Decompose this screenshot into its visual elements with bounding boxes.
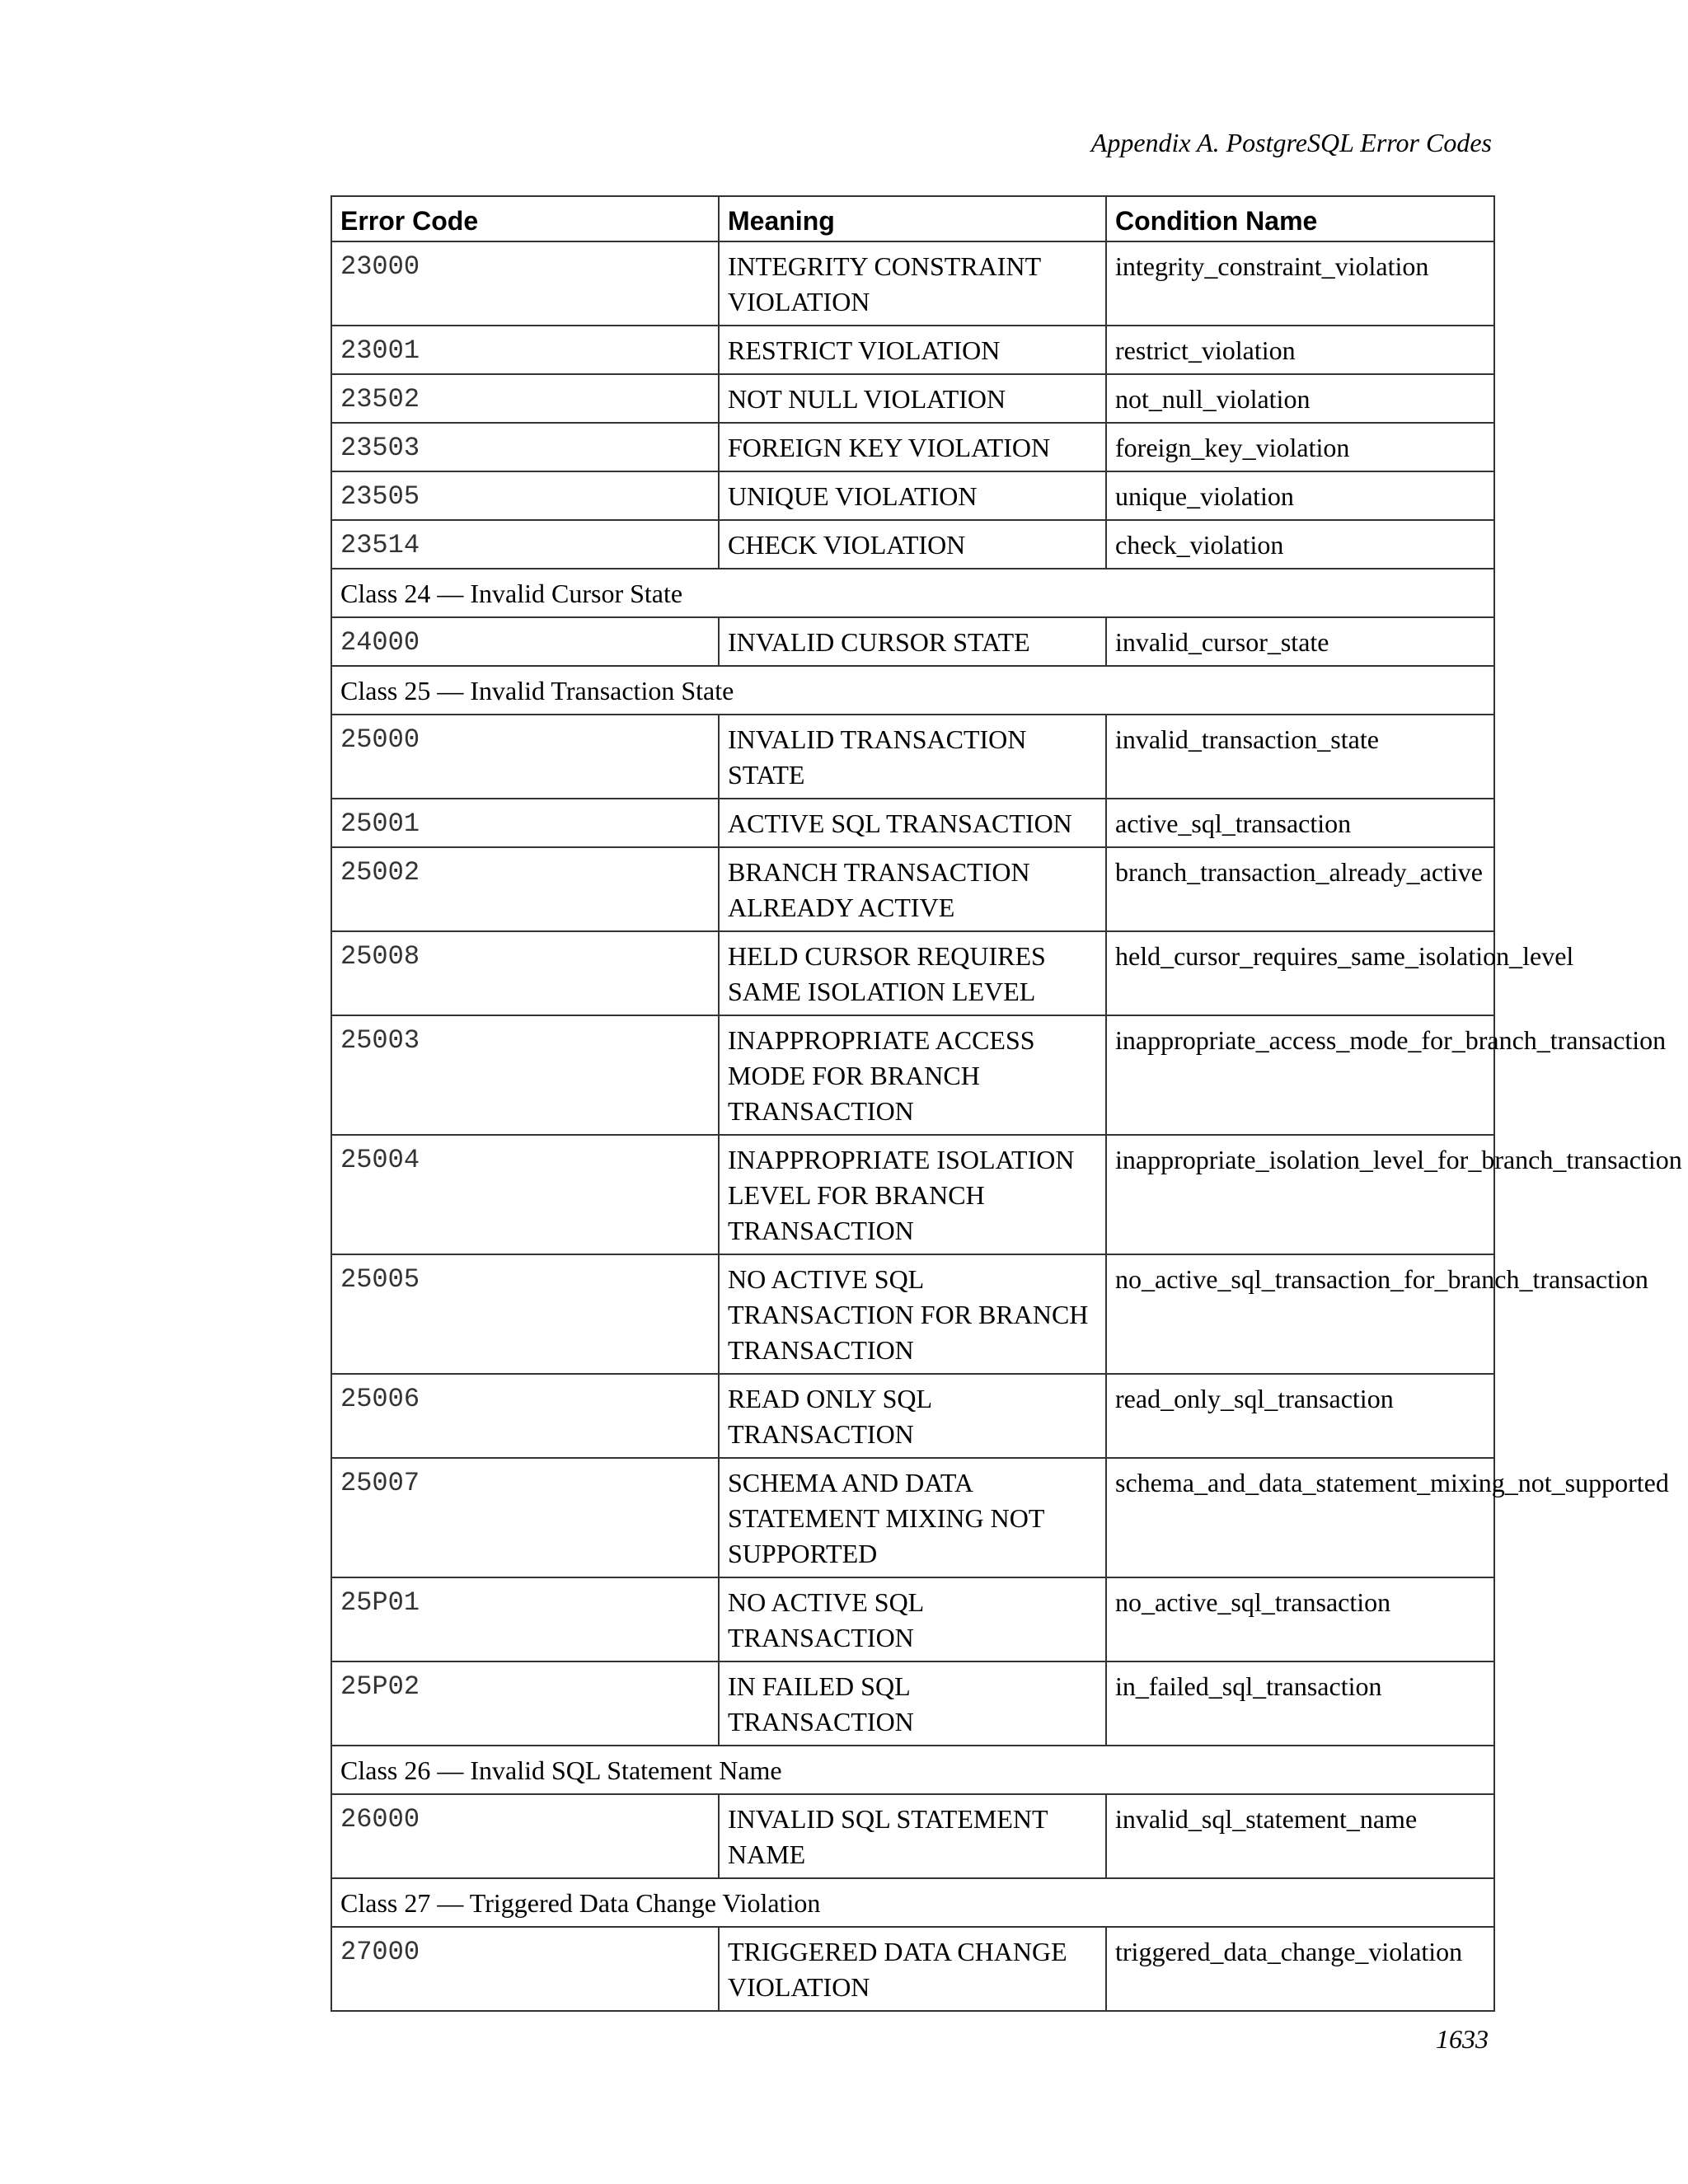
condition-name-cell: in_failed_sql_transaction [1106,1661,1494,1746]
error-code-cell: 23502 [331,374,719,423]
error-code-cell: 25P02 [331,1661,719,1746]
meaning-cell: INVALID SQL STATEMENT NAME [719,1794,1106,1878]
condition-name-cell: invalid_sql_statement_name [1106,1794,1494,1878]
error-code-cell: 25003 [331,1015,719,1135]
meaning-cell: NO ACTIVE SQL TRANSACTION FOR BRANCH TRANSACTION [719,1254,1106,1374]
condition-name-cell: triggered_data_change_violation [1106,1927,1494,2011]
table-row [331,715,1494,799]
class-heading-row [331,569,1494,617]
condition-name-cell: branch_transaction_already_active [1106,847,1494,931]
table-row [331,799,1494,847]
condition-name-cell: no_active_sql_transaction [1106,1577,1494,1661]
meaning-cell: FOREIGN KEY VIOLATION [719,423,1106,471]
condition-name-cell: no_active_sql_transaction_for_branch_transaction [1106,1254,1494,1374]
condition-name-cell: integrity_constraint_violation [1106,241,1494,326]
condition-name-cell: foreign_key_violation [1106,423,1494,471]
condition-name-cell: invalid_cursor_state [1106,617,1494,666]
table-row [331,374,1494,423]
condition-name-cell: inappropriate_access_mode_for_branch_transaction [1106,1015,1494,1135]
error-code-cell: 25002 [331,847,719,931]
meaning-cell: TRIGGERED DATA CHANGE VIOLATION [719,1927,1106,2011]
class-heading-row [331,666,1494,715]
meaning-cell: INVALID CURSOR STATE [719,617,1106,666]
class-heading-row [331,1746,1494,1794]
table-row [331,326,1494,374]
table-row [331,847,1494,931]
error-code-cell: 26000 [331,1794,719,1878]
error-code-cell: 25007 [331,1458,719,1577]
table-row [331,520,1494,569]
error-code-cell: 23001 [331,326,719,374]
class-heading: Class 24 — Invalid Cursor State [331,569,1494,617]
class-heading-row [331,1878,1494,1927]
error-code-cell: 25P01 [331,1577,719,1661]
meaning-cell: HELD CURSOR REQUIRES SAME ISOLATION LEVEL [719,931,1106,1015]
column-header-meaning: Meaning [719,196,1106,241]
meaning-cell: NO ACTIVE SQL TRANSACTION [719,1577,1106,1661]
table-row [331,1254,1494,1374]
meaning-cell: INTEGRITY CONSTRAINT VIOLATION [719,241,1106,326]
table-row [331,617,1494,666]
condition-name-cell: schema_and_data_statement_mixing_not_supported [1106,1458,1494,1577]
class-heading: Class 27 — Triggered Data Change Violation [331,1878,1494,1927]
error-codes-table [331,195,1682,2012]
error-code-cell: 25001 [331,799,719,847]
class-heading: Class 25 — Invalid Transaction State [331,666,1494,715]
meaning-cell: BRANCH TRANSACTION ALREADY ACTIVE [719,847,1106,931]
error-code-cell: 27000 [331,1927,719,2011]
table-row [331,1577,1494,1661]
table-row [331,1794,1494,1878]
table-row [331,1135,1494,1254]
table-row [331,1661,1494,1746]
table-row [331,241,1494,326]
meaning-cell: IN FAILED SQL TRANSACTION [719,1661,1106,1746]
page-number: 1633 [1436,2024,1489,2054]
meaning-cell: SCHEMA AND DATA STATEMENT MIXING NOT SUPPORTED [719,1458,1106,1577]
meaning-cell: ACTIVE SQL TRANSACTION [719,799,1106,847]
condition-name-cell: active_sql_transaction [1106,799,1494,847]
meaning-cell: INAPPROPRIATE ISOLATION LEVEL FOR BRANCH TRANSACTION [719,1135,1106,1254]
meaning-cell: CHECK VIOLATION [719,520,1106,569]
error-code-cell: 23514 [331,520,719,569]
condition-name-cell: held_cursor_requires_same_isolation_level [1106,931,1494,1015]
error-code-cell: 25004 [331,1135,719,1254]
condition-name-cell: restrict_violation [1106,326,1494,374]
meaning-cell: INAPPROPRIATE ACCESS MODE FOR BRANCH TRANSACTION [719,1015,1106,1135]
condition-name-cell: invalid_transaction_state [1106,715,1494,799]
meaning-cell: INVALID TRANSACTION STATE [719,715,1106,799]
table-header-row [331,196,1494,241]
error-code-cell: 25000 [331,715,719,799]
table-row [331,1458,1494,1577]
table-row [331,1015,1494,1135]
class-heading: Class 26 — Invalid SQL Statement Name [331,1746,1494,1794]
condition-name-cell: inappropriate_isolation_level_for_branch_transaction [1106,1135,1494,1254]
column-header-condition-name: Condition Name [1106,196,1494,241]
column-header-error-code: Error Code [331,196,719,241]
error-code-cell: 23503 [331,423,719,471]
table-row [331,931,1494,1015]
meaning-cell: RESTRICT VIOLATION [719,326,1106,374]
error-code-cell: 25006 [331,1374,719,1458]
error-code-cell: 25008 [331,931,719,1015]
table-row [331,471,1494,520]
condition-name-cell: read_only_sql_transaction [1106,1374,1494,1458]
meaning-cell: NOT NULL VIOLATION [719,374,1106,423]
error-code-cell: 23505 [331,471,719,520]
meaning-cell: READ ONLY SQL TRANSACTION [719,1374,1106,1458]
table-row [331,1927,1494,2011]
condition-name-cell: unique_violation [1106,471,1494,520]
table-row [331,423,1494,471]
meaning-cell: UNIQUE VIOLATION [719,471,1106,520]
running-header: Appendix A. PostgreSQL Error Codes [1090,128,1492,157]
table-row [331,1374,1494,1458]
condition-name-cell: not_null_violation [1106,374,1494,423]
table-body [331,241,1682,2011]
error-code-cell: 24000 [331,617,719,666]
condition-name-cell: check_violation [1106,520,1494,569]
error-code-cell: 25005 [331,1254,719,1374]
error-code-cell: 23000 [331,241,719,326]
